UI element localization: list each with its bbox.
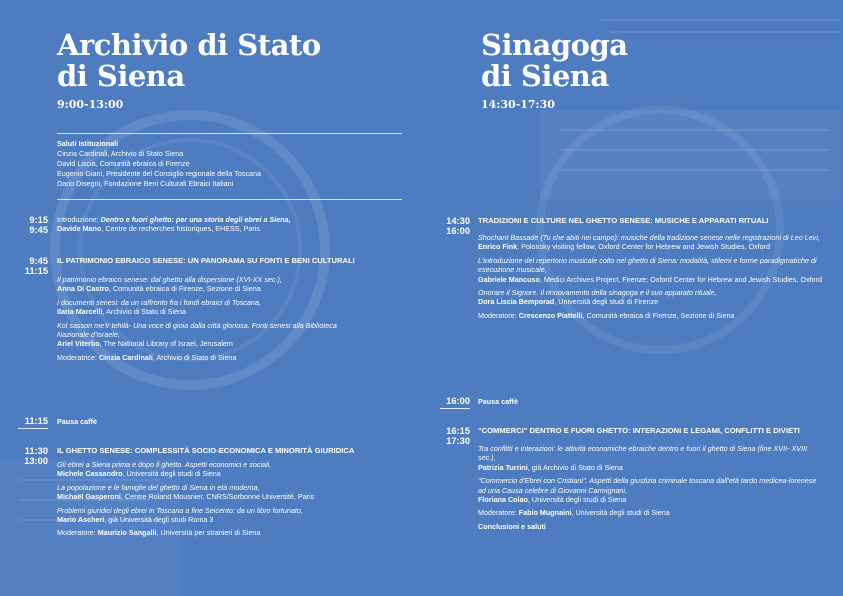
title-line-1: Archivio di Stato xyxy=(57,28,321,62)
venue-time-sinagoga: 14:30-17:30 xyxy=(481,98,555,111)
speaker-affiliation: , Medici Archives Project, Firenze; Oxford Center for Hebrew and Jewish Studies, Oxford xyxy=(539,274,822,284)
venue-title-archivio xyxy=(57,30,321,92)
talk xyxy=(57,483,407,502)
talk xyxy=(57,321,367,349)
moderator xyxy=(57,528,407,537)
speaker-name: Anna Di Castro xyxy=(57,284,109,294)
talk-title: Problemi giuridici degli ebrei in Toscana a fine Seicento: da un libro fortunato, xyxy=(57,505,303,515)
moderator-label: Moderatore: xyxy=(478,310,519,320)
title-line-2: di Siena xyxy=(57,59,185,93)
speaker-name: Mario Ascheri xyxy=(57,515,105,525)
slot-time xyxy=(18,446,48,466)
talk-title: Kol sasson me'ir tehilà- Una voce di gioia dalla città gloriosa. Fonti senesi alla Biblioteca Nazionale d'Israele, xyxy=(57,320,337,340)
speaker-name: Patrizia Turrini xyxy=(478,462,528,472)
closing xyxy=(478,522,823,531)
speaker-name: Floriana Colao xyxy=(478,495,528,505)
moderator-name: Fabio Mugnaini xyxy=(518,508,572,518)
speaker-affiliation: , Università degli studi di Siena xyxy=(122,469,221,479)
talk-title: Il patrimonio ebraico senese: dal ghetto alla dispersione (XVI-XX sec.), xyxy=(57,275,282,284)
speaker-name: Dora Liscia Bemporad xyxy=(478,297,555,307)
speaker-name: Enrico Fink xyxy=(478,242,518,252)
venue-title-sinagoga xyxy=(481,30,628,92)
speaker-affiliation: , già Università degli studi Roma 3 xyxy=(104,515,214,525)
speaker-name: Davide Mano xyxy=(57,224,102,234)
divider-bottom xyxy=(57,199,402,200)
slot-body xyxy=(478,216,823,324)
break-time: 11:15 xyxy=(18,416,48,429)
slot-time-start: 16:15 xyxy=(446,426,470,436)
slot-time-start: 9:45 xyxy=(29,256,48,266)
moderator-name: Crescenzo Piattelli xyxy=(518,310,583,320)
talk xyxy=(478,476,823,504)
speaker-affiliation: , Polonsky visiting fellow, Oxford Center for Hebrew and Jewish Studies, Oxford xyxy=(517,242,771,252)
slot-body xyxy=(57,215,402,234)
speaker-affiliation: , già Archivio di Stato di Siena xyxy=(527,462,623,472)
speaker-name: Ilaria Marcelli xyxy=(57,307,103,317)
venue-time-archivio: 9:00-13:00 xyxy=(57,98,124,111)
talk xyxy=(57,275,367,294)
talk xyxy=(478,444,823,472)
talk-title: La popolazione e le famiglie del ghetto di Siena in età moderna, xyxy=(57,482,260,492)
talk-title: "Commercio d'Ebrei con Cristiani". Aspetti della giustizia criminale toscana dall'età tardo medicea-lorenese ad una Causa celebre di Giovanni Carmignani, xyxy=(478,476,817,495)
saluti-heading: Saluti Istituzionali xyxy=(57,139,119,148)
speaker-affiliation: , Università degli studi di Siena xyxy=(527,495,627,505)
break-label: Pausa caffè xyxy=(478,397,518,406)
talk xyxy=(57,460,407,479)
speaker-name: Ariel Viterbo xyxy=(57,339,100,349)
intro-label: Introduzione: xyxy=(57,215,101,224)
session-heading: IL GHETTO SENESE: COMPLESSITÀ SOCIO-ECONOMICA E MINORITÀ GIURIDICA xyxy=(57,446,355,455)
break-label: Pausa caffè xyxy=(57,417,97,426)
saluti-line: Dario Disegni, Fondazione Beni Culturali Ebraici Italiani xyxy=(57,179,234,188)
slot-time-end: 17:30 xyxy=(446,436,470,446)
talk xyxy=(478,233,823,252)
session-heading: TRADIZIONI E CULTURE NEL GHETTO SENESE: MUSICHE E APPARATI RITUALI xyxy=(478,216,769,225)
talk-title: L'introduzione del repertorio musicale colto nel ghetto di Siena: modalità, stilemi e forme paradigmatiche di esecuzione musicale, xyxy=(478,255,817,275)
slot-body xyxy=(57,446,407,542)
moderator-name: Maurizio Sangalli xyxy=(97,528,157,538)
slot-time xyxy=(440,216,470,236)
slot-body xyxy=(57,256,367,366)
talk xyxy=(478,256,823,284)
divider-top xyxy=(57,133,402,134)
speaker-affiliation: , Archivio di Stato di Siena xyxy=(102,307,187,317)
slot-time-end: 13:00 xyxy=(24,456,48,466)
speaker-affiliation: , Università degli studi di Firenze xyxy=(554,297,659,307)
talk xyxy=(57,298,367,317)
moderator-affiliation: , Archivio di Stato di Siena xyxy=(152,352,237,362)
slot-time xyxy=(18,215,48,235)
talk xyxy=(57,506,407,525)
break-time: 16:00 xyxy=(440,396,470,409)
moderator-affiliation: , Università degli studi di Siena xyxy=(571,508,670,518)
slot-time-end: 9:45 xyxy=(29,225,48,235)
talk-title: Onorare il Signore. Il rinnovamento della sinagoga e il suo apparato rituale, xyxy=(478,288,717,298)
slot-time-end: 16:00 xyxy=(446,226,470,236)
speaker-name: Michele Cassandro xyxy=(57,469,123,479)
slot-body xyxy=(478,426,823,535)
title-line-1: Sinagoga xyxy=(481,28,628,62)
saluti-block xyxy=(57,139,402,189)
slot-time-start: 11:30 xyxy=(24,446,48,456)
slot-time xyxy=(440,426,470,446)
saluti-line: Cinzia Cardinali, Archivio di Stato Siena xyxy=(57,149,184,158)
slot-time-end: 11:15 xyxy=(24,266,48,276)
speaker-affiliation: , Centre Roland Mousnier, CNRS/Sorbonne Université, Paris xyxy=(120,492,315,502)
moderator xyxy=(57,353,367,362)
talk-title: Gli ebrei a Siena prima e dopo il ghetto. Aspetti economici e sociali, xyxy=(57,460,272,469)
talk xyxy=(478,288,823,307)
moderator-name: Cinzia Cardinali xyxy=(98,352,153,362)
speaker-affiliation: , Centre de recherches historiques, EHESS, Paris xyxy=(101,224,260,234)
moderator-affiliation: , Università per stranieri di Siena xyxy=(156,528,261,538)
moderator xyxy=(478,311,823,320)
slot-time-start: 9:15 xyxy=(29,215,48,225)
closing-label: Conclusioni e saluti xyxy=(478,521,546,531)
moderator-label: Moderatrice: xyxy=(57,352,99,362)
talk-title: I documenti senesi: da un raffronto fra i fondi ebraici di Toscana, xyxy=(57,297,261,307)
session-heading: "COMMERCI" DENTRO E FUORI GHETTO: INTERAZIONI E LEGAMI, CONFLITTI E DIVIETI xyxy=(478,426,800,435)
slot-time xyxy=(18,256,48,276)
speaker-affiliation: , Comunità ebraica di Firenze, Sezione di Siena xyxy=(108,284,261,294)
title-line-2: di Siena xyxy=(481,59,609,93)
slot-time-start: 14:30 xyxy=(446,216,470,226)
saluti-line: David Liscia, Comunità ebraica di Firenze xyxy=(57,159,190,168)
speaker-affiliation: , The National Library of Israel, Jerusalem xyxy=(99,339,233,349)
moderator-label: Moderatore: xyxy=(57,528,98,538)
session-heading: IL PATRIMONIO EBRAICO SENESE: UN PANORAMA SU FONTI E BENI CULTURALI xyxy=(57,256,355,265)
talk-title: Dentro e fuori ghetto: per una storia degli ebrei a Siena, xyxy=(100,215,291,224)
talk-title: Tra conflitti e interazioni: le attività economiche ebraiche dentro e fuori il ghetto di Siena (fine XVII- XVIII sec.), xyxy=(478,444,808,463)
talk-title: Shochant Bassade (Tu che abiti nei campo): musiche della tradizione senese nelle registrazioni di Leo Levi, xyxy=(478,233,820,242)
moderator-affiliation: , Comunità ebraica di Firenze, Sezione di Siena xyxy=(582,310,735,320)
saluti-line: Eugenio Giani, Presidente del Consiglio regionale della Toscana xyxy=(57,169,262,178)
speaker-name: Gabriele Mancuso xyxy=(478,274,540,284)
moderator-label: Moderatore: xyxy=(478,508,519,518)
moderator xyxy=(478,508,823,517)
speaker-name: Michaël Gasperoni xyxy=(57,492,121,502)
